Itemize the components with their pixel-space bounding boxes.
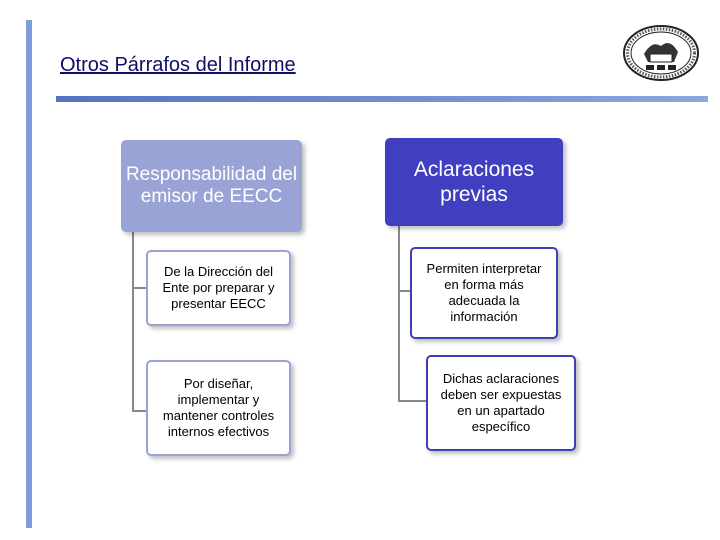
right-header-box [385,138,563,226]
left-item-2 [146,360,291,456]
left-connector-branch-2 [132,410,146,412]
left-connector-vertical [132,230,134,412]
left-header-label: Responsabilidad del emisor de EECC [125,164,298,207]
right-connector-branch-1 [398,290,410,292]
right-item-2 [426,355,576,451]
right-header-label: Aclaraciones previas [413,158,535,206]
left-item-2-text: Por diseñar, implementar y mantener controles internos efectivos [162,376,275,439]
left-connector-branch-1 [132,287,146,289]
university-seal-icon [622,24,700,82]
left-item-1 [146,250,291,326]
right-item-2-text: Dichas aclaraciones deben ser expuestas en un apartado específico [440,371,562,434]
left-header-box [121,140,302,232]
right-item-1-text: Permiten interpretar en forma más adecuada la información [426,261,542,324]
left-accent-bar [26,20,32,528]
title-rule [56,96,708,102]
left-item-1-text: De la Dirección del Ente por preparar y presentar EECC [162,264,275,311]
right-connector-vertical [398,224,400,402]
right-item-1 [410,247,558,339]
slide-title: Otros Párrafos del Informe [60,54,296,76]
right-connector-branch-2 [398,400,428,402]
